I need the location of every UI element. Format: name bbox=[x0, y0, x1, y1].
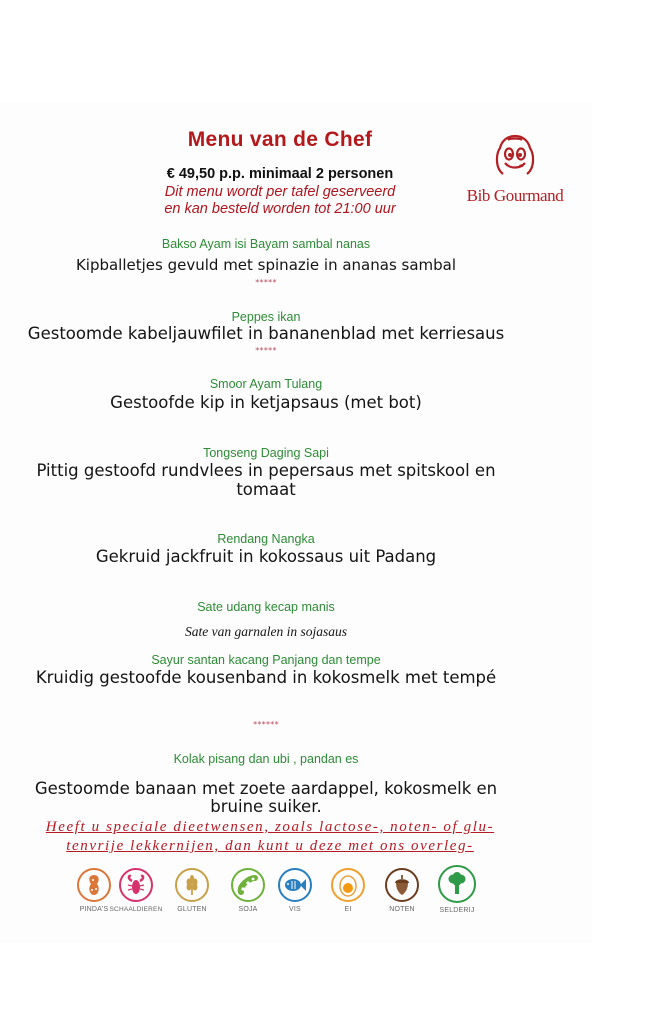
dish-description: Gestoomde kabeljauwfilet in bananenblad met kerriesaus bbox=[27, 324, 505, 343]
dish-description-line-1: Pittig gestoofd rundvlees in pepersaus met spitskool en bbox=[36, 461, 496, 480]
allergen-label: GLUTEN bbox=[177, 906, 207, 913]
dish-name: Smoor Ayam Tulang bbox=[209, 377, 323, 391]
dish-name: Sayur santan kacang Panjang dan tempe bbox=[151, 653, 381, 667]
dish-description: Kipballetjes gevuld met spinazie in ananas sambal bbox=[75, 256, 457, 274]
menu-note-line-2: en kan besteld worden tot 21:00 uur bbox=[164, 201, 396, 217]
page-title: Menu van de Chef bbox=[187, 128, 373, 151]
soy-icon bbox=[231, 868, 265, 902]
separator: ***** bbox=[255, 278, 277, 287]
allergen-label: VIS bbox=[289, 906, 301, 913]
bib-gourmand-logo bbox=[462, 132, 568, 206]
dish-name: Kolak pisang dan ubi , pandan es bbox=[173, 752, 359, 766]
allergen-label: SOJA bbox=[238, 906, 258, 913]
bib-gourmand-label: Bib Gourmand bbox=[466, 186, 564, 205]
allergen-celery bbox=[427, 865, 487, 914]
dish-description-line-2: tomaat bbox=[236, 480, 296, 499]
fish-icon bbox=[278, 868, 312, 902]
allergen-label: NOTEN bbox=[389, 906, 415, 913]
menu-note-line-1: Dit menu wordt per tafel geserveerd bbox=[164, 184, 396, 200]
dish-description-line-2: bruine suiker. bbox=[210, 797, 322, 816]
dietary-disclaimer-line-2: tenvrije lekkernijen, dan kunt u deze met ons overleg- bbox=[66, 838, 474, 854]
allergen-nuts bbox=[372, 868, 432, 913]
allergen-shellfish bbox=[106, 868, 166, 913]
allergen-gluten bbox=[162, 868, 222, 913]
lobster-icon bbox=[119, 868, 153, 902]
allergen-legend bbox=[70, 868, 490, 928]
allergen-fish bbox=[265, 868, 325, 913]
menu-page bbox=[0, 103, 592, 943]
celery-icon bbox=[438, 865, 476, 903]
dish-description: Gekruid jackfruit in kokossaus uit Padang bbox=[95, 547, 437, 566]
dish-name: Tongseng Daging Sapi bbox=[203, 446, 329, 460]
dish-name: Peppes ikan bbox=[231, 310, 301, 324]
dish-name: Sate udang kecap manis bbox=[197, 600, 335, 614]
acorn-icon bbox=[385, 868, 419, 902]
separator: ****** bbox=[253, 720, 279, 729]
allergen-label: SELDERIJ bbox=[439, 907, 475, 914]
wheat-icon bbox=[175, 868, 209, 902]
dish-description: Kruidig gestoofde kousenband in kokosmelk met tempé bbox=[35, 668, 497, 687]
dish-name: Rendang Nangka bbox=[217, 532, 315, 546]
separator: ***** bbox=[255, 346, 277, 355]
dietary-disclaimer-line-1: Heeft u speciale dieetwensen, zoals lactose-, noten- of glu- bbox=[45, 819, 495, 835]
allergen-egg bbox=[318, 868, 378, 913]
egg-icon bbox=[331, 868, 365, 902]
dish-description-line-1: Gestoomde banaan met zoete aardappel, kokosmelk en bbox=[34, 779, 498, 798]
allergen-label: EI bbox=[344, 906, 352, 913]
allergen-label: SCHAALDIEREN bbox=[109, 906, 163, 913]
allergen-label: PINDA'S bbox=[79, 906, 109, 913]
dish-description: Gestoofde kip in ketjapsaus (met bot) bbox=[110, 393, 422, 412]
bibendum-icon bbox=[462, 132, 568, 180]
menu-price: € 49,50 p.p. minimaal 2 personen bbox=[166, 166, 394, 182]
dish-description: Sate van garnalen in sojasaus bbox=[185, 624, 347, 639]
dish-name: Bakso Ayam isi Bayam sambal nanas bbox=[161, 237, 371, 251]
